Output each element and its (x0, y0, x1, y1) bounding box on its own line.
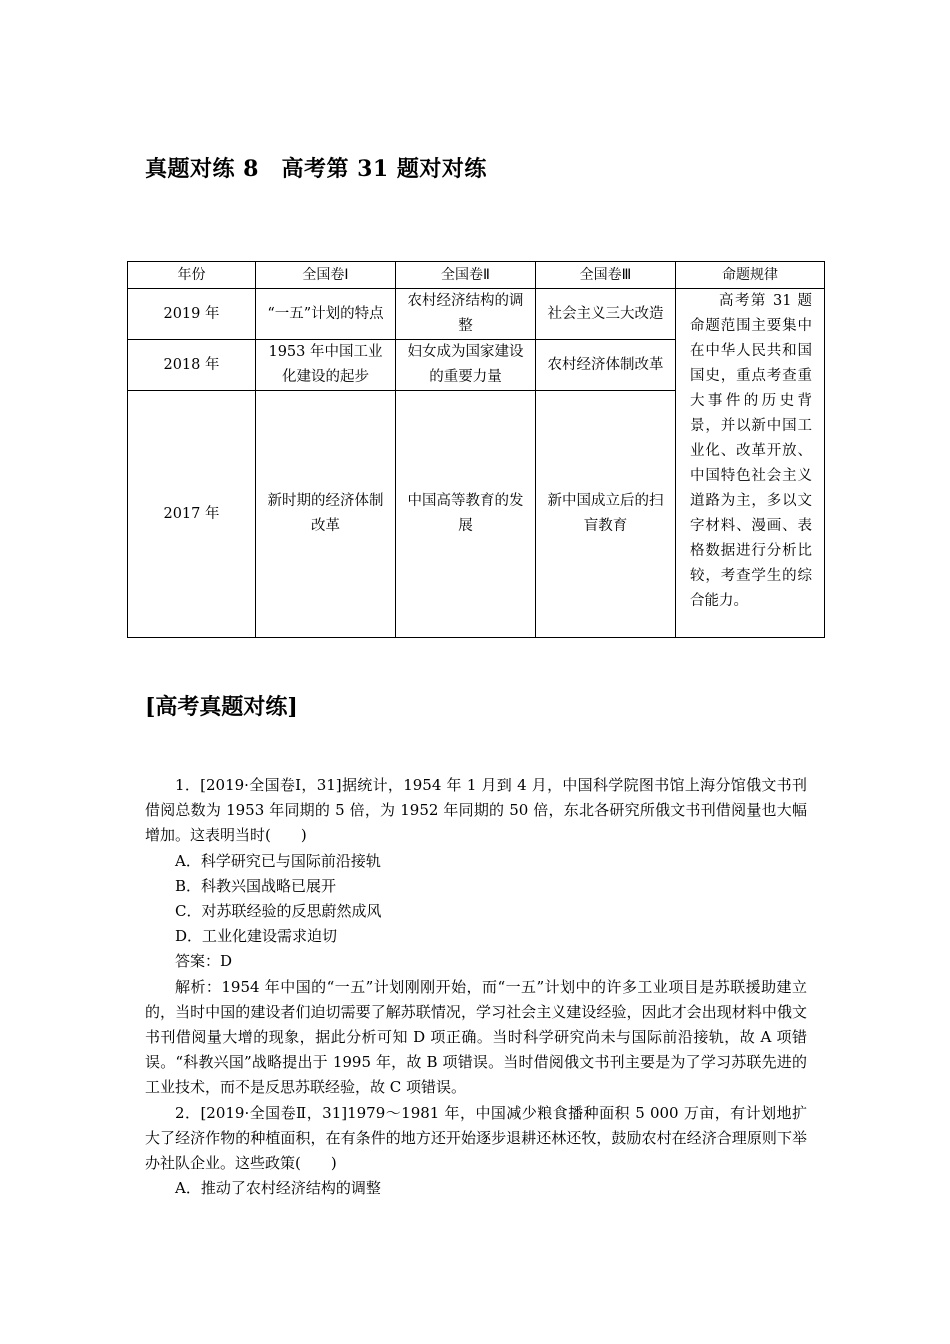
paper-3-cell: 农村经济体制改革 (536, 340, 676, 391)
paper-1-cell: 1953 年中国工业化建设的起步 (256, 340, 396, 391)
question-1-analysis: 解析：1954 年中国的“一五”计划刚刚开始，而“一五”计划中的许多工业项目是苏联援助建立的，当时中国的建设者们迫切需要了解苏联情况，学习社会主义建设经验，因此才会出现材料中俄文书刊借阅量大增的现象，据此分析可知 D 项正确。当时科学研究尚未与国际前沿接轨，故 A 项错误。“科教兴国”战略提出于 1995 年，故 B 项错误。当时借阅俄文书刊主要是为了学习苏联先进的工业技术，而不是反思苏联经验，故 C 项错误。 (145, 977, 807, 1097)
year-cell: 2017 年 (128, 391, 256, 638)
rule-cell: 高考第 31 题命题范围主要集中在中华人民共和国国史，重点考查重大事件的历史背景，并以新中国工业化、改革开放、中国特色社会主义道路为主，多以文字材料、漫画、表格数据进行分析比较，考查学生的综合能力。 (676, 289, 825, 638)
header-rule: 命题规律 (676, 262, 825, 289)
paper-1-cell: 新时期的经济体制改革 (256, 391, 396, 638)
question-1-answer: 答案：D (175, 952, 233, 971)
question-content (145, 773, 807, 1201)
year-cell: 2019 年 (128, 289, 256, 340)
table-row (128, 289, 825, 340)
question-1-option-d: D．工业化建设需求迫切 (175, 927, 338, 946)
section-title: [高考真题对练] (145, 694, 298, 720)
year-cell: 2018 年 (128, 340, 256, 391)
paper-2-cell: 妇女成为国家建设的重要力量 (396, 340, 536, 391)
header-paper-1: 全国卷Ⅰ (256, 262, 396, 289)
question-2-stem: 2．[2019·全国卷Ⅱ，31]1979～1981 年，中国减少粮食播种面积 5 000 万亩，有计划地扩大了经济作物的种植面积，在有条件的地方还开始逐步退耕还林还牧，鼓励农村在经济合理原则下举办社队企业。这些政策( ) (145, 1103, 807, 1173)
header-year: 年份 (128, 262, 256, 289)
paper-3-cell: 社会主义三大改造 (536, 289, 676, 340)
paper-2-cell: 农村经济结构的调整 (396, 289, 536, 340)
question-1-option-a: A．科学研究已与国际前沿接轨 (175, 851, 381, 870)
header-paper-2: 全国卷Ⅱ (396, 262, 536, 289)
question-2-option-a: A．推动了农村经济结构的调整 (175, 1179, 381, 1198)
paper-1-cell: “一五”计划的特点 (256, 289, 396, 340)
paper-3-cell: 新中国成立后的扫盲教育 (536, 391, 676, 638)
header-paper-3: 全国卷Ⅲ (536, 262, 676, 289)
question-1-option-b: B．科教兴国战略已展开 (175, 876, 337, 895)
page-title: 真题对练 8 高考第 31 题对对练 (145, 156, 487, 182)
table-header-row (128, 262, 825, 289)
paper-2-cell: 中国高等教育的发展 (396, 391, 536, 638)
question-1-option-c: C．对苏联经验的反思蔚然成风 (175, 902, 382, 921)
question-1-stem: 1．[2019·全国卷Ⅰ，31]据统计，1954 年 1 月到 4 月，中国科学院图书馆上海分馆俄文书刊借阅总数为 1953 年同期的 5 倍，为 1952 年同期的 50 倍，东北各研究所俄文书刊借阅量也大幅增加。这表明当时( ) (145, 776, 807, 845)
summary-table (127, 261, 825, 638)
